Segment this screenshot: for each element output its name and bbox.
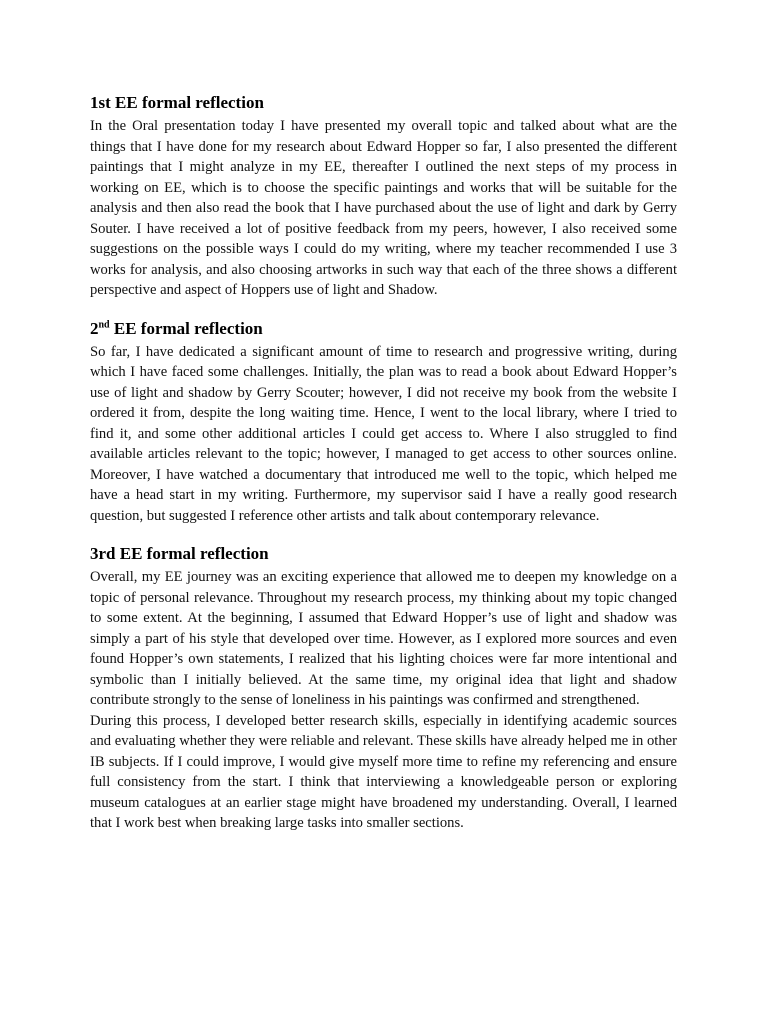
heading-number: 2 [90, 318, 99, 338]
section-paragraph: In the Oral presentation today I have presented my overall topic and talked about what are the things that I have done for my research about Edward Hopper so far, I also presented the different paintings that I might analyze in my EE, thereafter I outlined the next steps of my process in working on EE, which is to choose the specific paintings and works that will be suitable for the analysis and then also read the book that I have purchased about the use of light and dark by Gerry Souter. I have received a lot of positive feedback from my peers, however, I also received some suggestions on the possible ways I could do my writing, where my teacher recommended I use 3 works for analysis, and also choosing artworks in such way that each of the three shows a different perspective and aspect of Hoppers use of light and Shadow. [90, 118, 677, 298]
section-paragraph: So far, I have dedicated a significant amount of time to research and progressive writing, during which I have faced some challenges. Initially, the plan was to read a book about Edward Hopper’s use of light and shadow by Gerry Scouter; however, I did not receive my book from the website I ordered it from, despite the long waiting time. Hence, I went to the local library, where I tried to find it, and some other additional articles I could get access to. Where I also struggled to find available articles relevant to the topic; however, I managed to get access to other sources online. Moreover, I have watched a documentary that introduced me well to the topic, which helped me have a head start in my writing. Furthermore, my supervisor said I have a really good research question, but suggested I reference other artists and talk about contemporary relevance. [90, 343, 677, 524]
section-heading: 1st EE formal reflection [90, 93, 264, 112]
heading-text: EE formal reflection [109, 318, 263, 338]
section-heading [90, 318, 677, 340]
section-paragraph: During this process, I developed better research skills, especially in identifying academic sources and evaluating whether they were reliable and relevant. These skills have already helped me in other IB subjects. If I could improve, I would give myself more time to refine my referencing and ensure full consistency from the start. I think that interviewing a knowledgeable person or exploring museum catalogues at an earlier stage might have broadened my understanding. Overall, I learned that I work best when breaking large tasks into smaller sections. [90, 712, 677, 831]
reflection-section-1 [90, 92, 677, 301]
section-paragraph: Overall, my EE journey was an exciting experience that allowed me to deepen my knowledge on a topic of personal relevance. Throughout my research process, my thinking about my topic changed to some extent. At the beginning, I assumed that Edward Hopper’s use of light and shadow was simply a part of his style that developed over time. However, as I explored more sources and even found Hopper’s own statements, I realized that his lighting choices were far more intentional and symbolic than I initially believed. At the same time, my original idea that light and shadow contribute strongly to the sense of loneliness in his paintings was confirmed and strengthened. [90, 569, 677, 708]
document-page [90, 92, 677, 851]
section-heading: 3rd EE formal reflection [90, 544, 269, 563]
reflection-section-3 [90, 543, 677, 834]
reflection-section-2 [90, 318, 677, 527]
heading-ordinal-suffix: nd [98, 318, 110, 330]
